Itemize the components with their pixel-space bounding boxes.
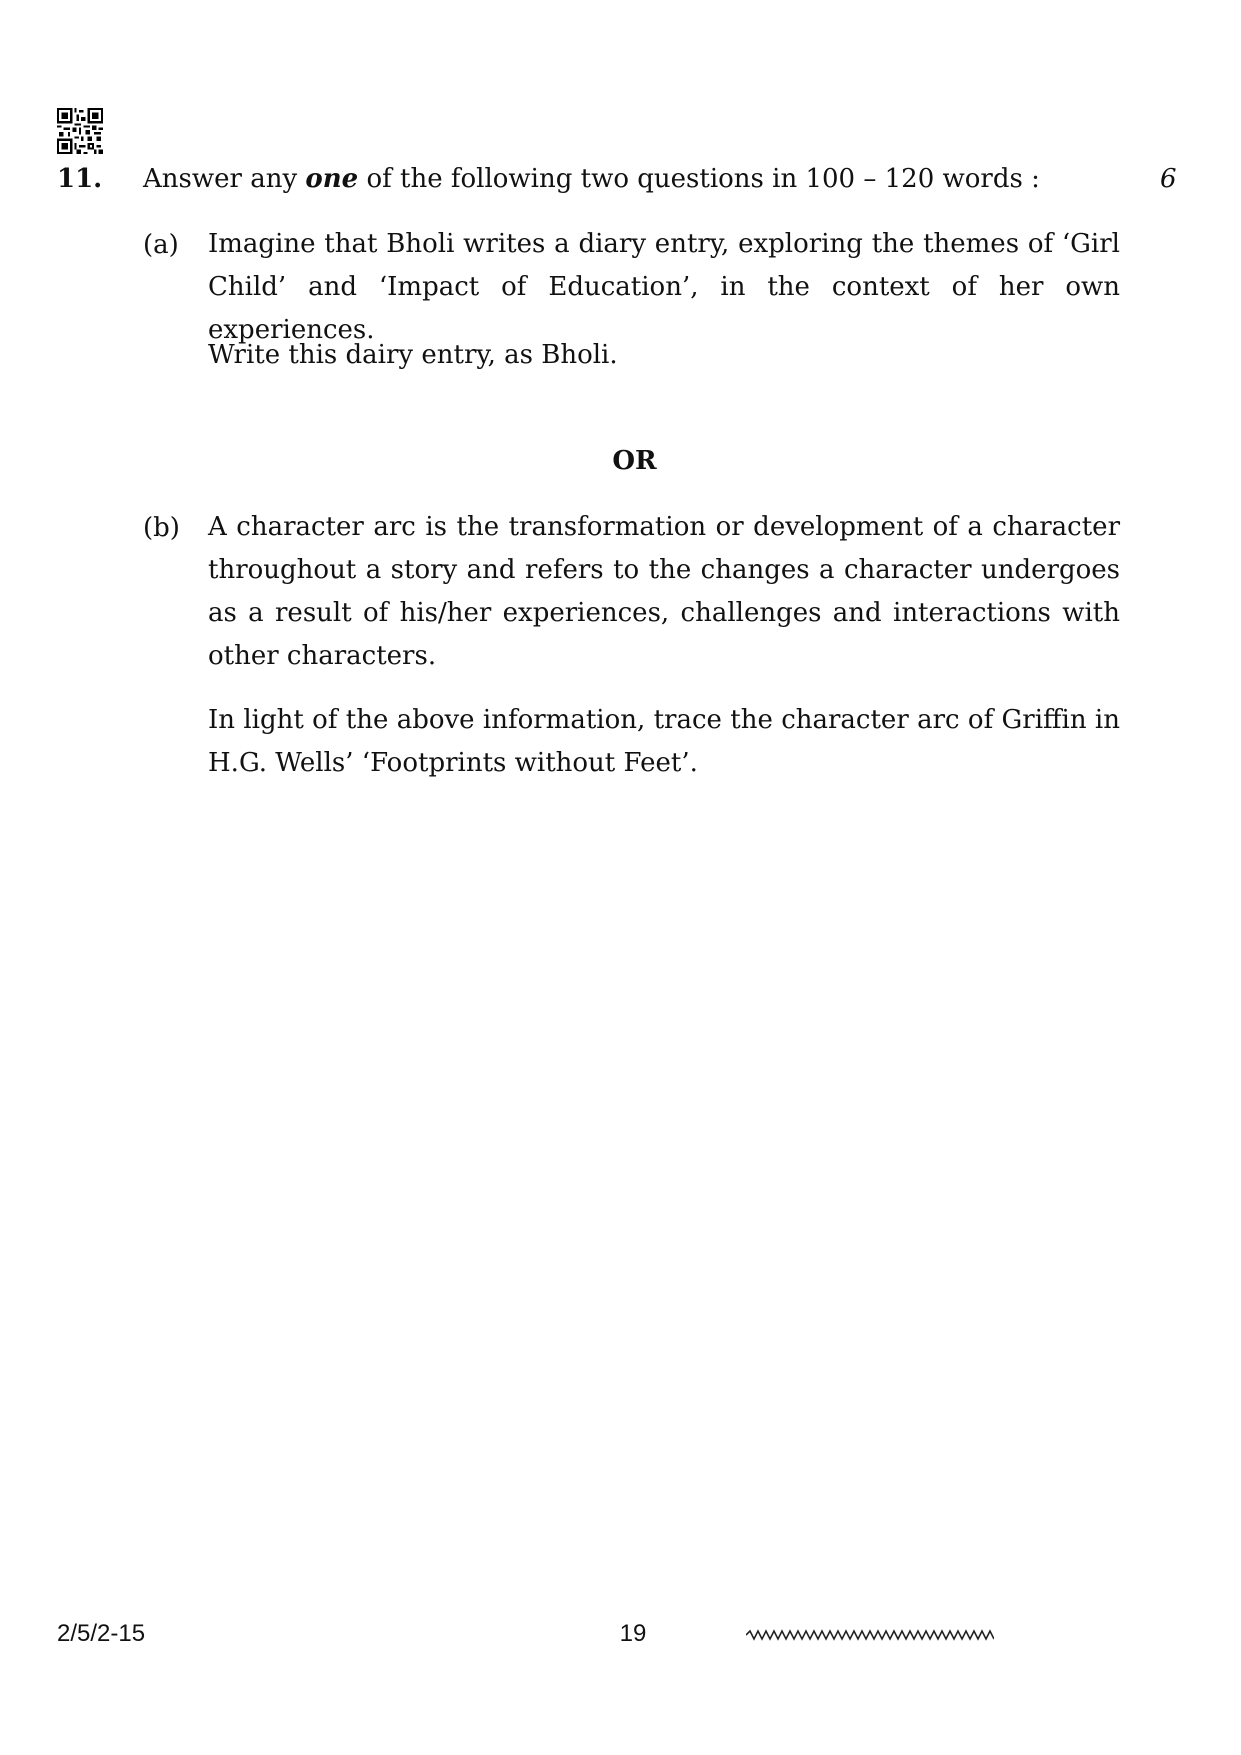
option-b-label: (b): [143, 513, 180, 543]
wavy-line-decoration: [746, 1629, 994, 1641]
option-b-prompt: A character arc is the transformation or development of a character throughout a story and refers to the changes a character undergoes as a result of his/her experiences, challenges and interactions with other characters.: [208, 512, 1120, 671]
option-a-task: Write this dairy entry, as Bholi.: [208, 340, 618, 370]
option-a-prompt: Imagine that Bholi writes a diary entry, exploring the themes of ‘Girl Child’ and ‘Impact of Education’, in the context of her own experiences.: [208, 229, 1120, 345]
or-separator: OR: [612, 446, 657, 476]
question-number: 11.: [57, 164, 103, 194]
instruction-text-start: Answer any: [143, 164, 306, 194]
page-number: 19: [619, 1620, 647, 1647]
question-marks: 6: [1160, 164, 1177, 194]
qr-code-icon: [57, 108, 103, 154]
question-instruction: [143, 164, 1040, 194]
instruction-text-end: of the following two questions in 100 – 120 words :: [358, 164, 1040, 194]
option-b-task: In light of the above information, trace the character arc of Griffin in H.G. Wells’ ‘Footprints without Feet’.: [208, 705, 1120, 778]
option-a-label: (a): [143, 230, 179, 260]
paper-code: 2/5/2-15: [57, 1620, 146, 1647]
instruction-emphasis: one: [305, 164, 359, 194]
